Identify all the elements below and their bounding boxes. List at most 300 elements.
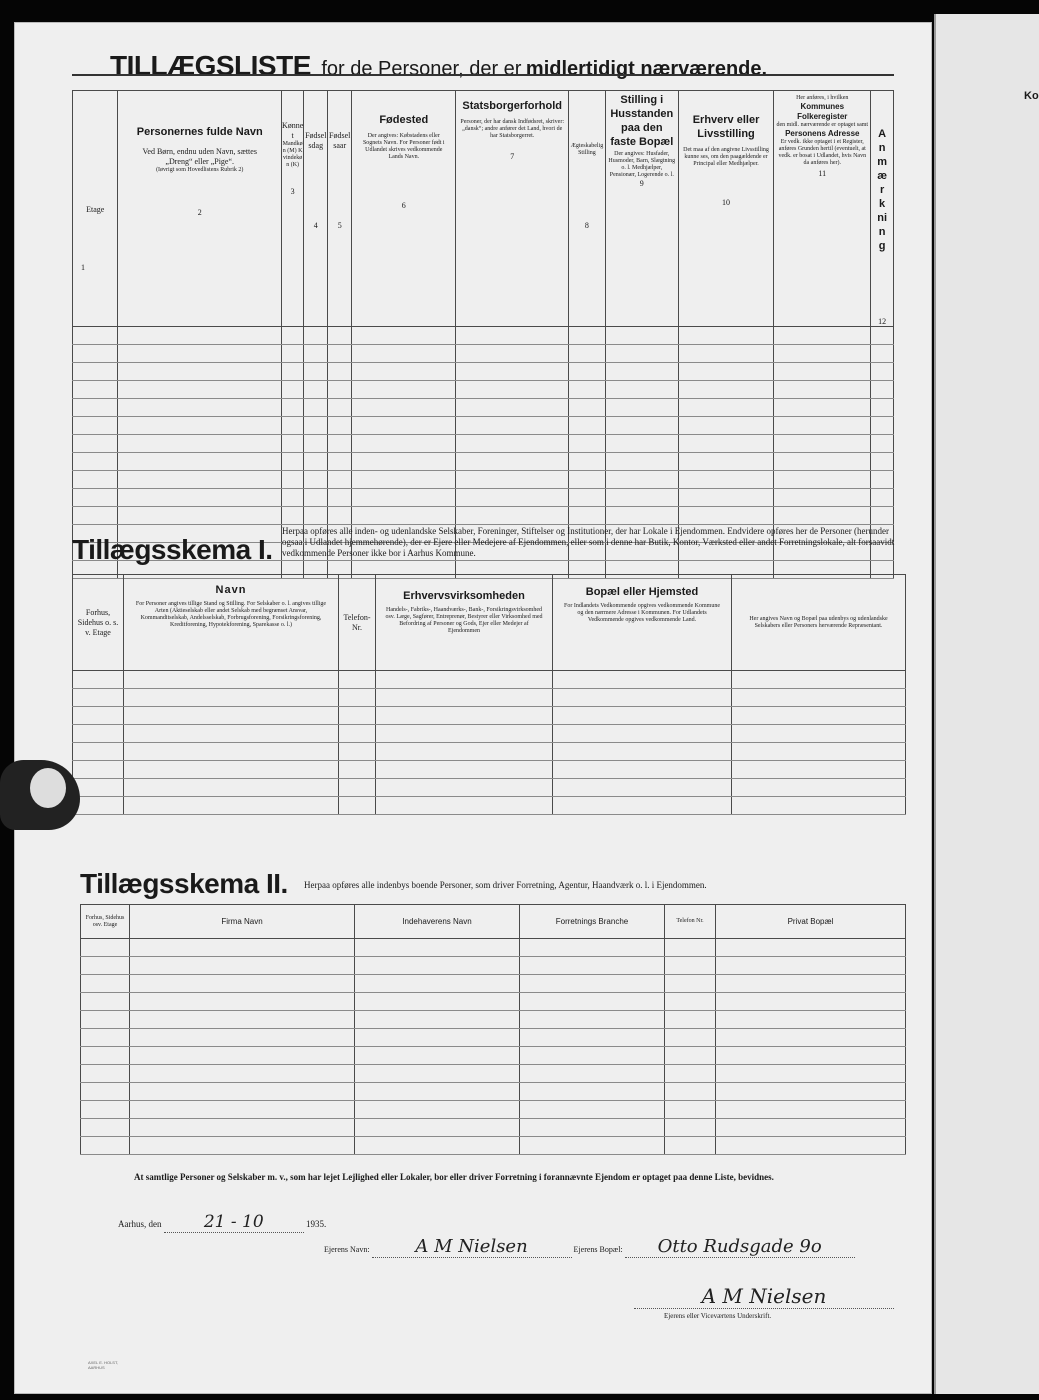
s2-th-indehaver bbox=[355, 905, 520, 939]
table-cell[interactable] bbox=[73, 417, 118, 435]
date-place: Aarhus, den bbox=[118, 1219, 162, 1229]
table-cell[interactable] bbox=[304, 435, 328, 453]
table-cell[interactable] bbox=[569, 381, 606, 399]
table-cell[interactable] bbox=[665, 993, 716, 1011]
table-cell[interactable] bbox=[716, 1101, 906, 1119]
table-cell[interactable] bbox=[665, 1065, 716, 1083]
table-cell[interactable] bbox=[774, 489, 871, 507]
table-cell[interactable] bbox=[339, 743, 376, 761]
table-cell[interactable] bbox=[716, 1119, 906, 1137]
title-rest: for de Personer, der er bbox=[321, 58, 522, 80]
table-cell[interactable] bbox=[73, 507, 118, 525]
table-cell[interactable] bbox=[304, 417, 328, 435]
table-cell[interactable] bbox=[118, 489, 281, 507]
table-cell[interactable] bbox=[73, 779, 124, 797]
table-cell[interactable] bbox=[376, 707, 553, 725]
table-row bbox=[73, 417, 894, 435]
table-cell[interactable] bbox=[73, 435, 118, 453]
table-cell[interactable] bbox=[871, 327, 894, 345]
table-cell[interactable] bbox=[871, 345, 894, 363]
s1-th-repraesentant-label: Her angives Navn og Bopæl paa udenbys og udenlandske Selskabers eller Personers herværende Repræsentant. bbox=[749, 615, 888, 629]
table-row bbox=[73, 707, 906, 725]
s2-th-indehaver-label: Indehaverens Navn bbox=[402, 916, 472, 926]
table-cell[interactable] bbox=[774, 345, 871, 363]
owner-handwritten: A M Nielsen bbox=[372, 1236, 572, 1258]
table-cell[interactable] bbox=[553, 797, 732, 815]
table-cell[interactable] bbox=[118, 417, 281, 435]
table-cell[interactable] bbox=[678, 417, 774, 435]
table-cell[interactable] bbox=[328, 345, 352, 363]
table-cell[interactable] bbox=[281, 363, 303, 381]
table-cell[interactable] bbox=[304, 363, 328, 381]
th-anmaerkning-label: Anmærkning bbox=[877, 128, 887, 252]
table-cell[interactable] bbox=[376, 761, 553, 779]
table-cell[interactable] bbox=[520, 975, 665, 993]
table-cell[interactable] bbox=[774, 381, 871, 399]
s2-th-telefon-label: Telefon Nr. bbox=[676, 918, 704, 924]
table-cell[interactable] bbox=[732, 725, 906, 743]
table-cell[interactable] bbox=[355, 1119, 520, 1137]
table-cell[interactable] bbox=[665, 1119, 716, 1137]
table-cell[interactable] bbox=[124, 779, 339, 797]
table-cell[interactable] bbox=[605, 327, 678, 345]
table-cell[interactable] bbox=[569, 435, 606, 453]
table-cell[interactable] bbox=[304, 489, 328, 507]
table-row bbox=[81, 1011, 906, 1029]
table-cell[interactable] bbox=[328, 327, 352, 345]
table-cell[interactable] bbox=[716, 1011, 906, 1029]
table-cell[interactable] bbox=[355, 1137, 520, 1155]
table-cell[interactable] bbox=[553, 725, 732, 743]
th-etage bbox=[73, 91, 118, 327]
table-cell[interactable] bbox=[130, 1083, 355, 1101]
table-cell[interactable] bbox=[520, 1137, 665, 1155]
table-cell[interactable] bbox=[665, 1011, 716, 1029]
table-cell[interactable] bbox=[678, 471, 774, 489]
table-cell[interactable] bbox=[774, 399, 871, 417]
th-etage-num: 1 bbox=[81, 263, 85, 272]
table-row bbox=[73, 381, 894, 399]
table-cell[interactable] bbox=[81, 957, 130, 975]
table-cell[interactable] bbox=[716, 993, 906, 1011]
th-foedselsaar-label: Fødselsaar bbox=[329, 131, 351, 150]
table-cell[interactable] bbox=[304, 399, 328, 417]
table-cell[interactable] bbox=[678, 327, 774, 345]
table-cell[interactable] bbox=[665, 957, 716, 975]
table-cell[interactable] bbox=[871, 381, 894, 399]
table-cell[interactable] bbox=[678, 489, 774, 507]
table-cell[interactable] bbox=[281, 327, 303, 345]
table-cell[interactable] bbox=[130, 957, 355, 975]
table-cell[interactable] bbox=[328, 489, 352, 507]
table-cell[interactable] bbox=[130, 1029, 355, 1047]
table-cell[interactable] bbox=[456, 363, 569, 381]
table-cell[interactable] bbox=[130, 1101, 355, 1119]
table-cell[interactable] bbox=[871, 453, 894, 471]
table-row bbox=[81, 1137, 906, 1155]
table-cell[interactable] bbox=[678, 381, 774, 399]
table-cell[interactable] bbox=[456, 381, 569, 399]
table-cell[interactable] bbox=[605, 453, 678, 471]
table-cell[interactable] bbox=[352, 507, 456, 525]
table-cell[interactable] bbox=[281, 435, 303, 453]
table-cell[interactable] bbox=[73, 725, 124, 743]
table-cell[interactable] bbox=[130, 1011, 355, 1029]
table-cell[interactable] bbox=[304, 471, 328, 489]
table-cell[interactable] bbox=[376, 779, 553, 797]
table-cell[interactable] bbox=[352, 327, 456, 345]
table-cell[interactable] bbox=[81, 939, 130, 957]
table-cell[interactable] bbox=[81, 1065, 130, 1083]
table-cell[interactable] bbox=[665, 1047, 716, 1065]
table-cell[interactable] bbox=[355, 1065, 520, 1083]
table-cell[interactable] bbox=[520, 1119, 665, 1137]
table-cell[interactable] bbox=[871, 471, 894, 489]
table-cell[interactable] bbox=[553, 743, 732, 761]
table-cell[interactable] bbox=[774, 327, 871, 345]
table-cell[interactable] bbox=[732, 689, 906, 707]
th-navn-label: Personernes fulde Navn bbox=[136, 126, 263, 138]
th-etage-label: Etage bbox=[86, 205, 105, 214]
table-cell[interactable] bbox=[130, 1119, 355, 1137]
table-cell[interactable] bbox=[81, 1119, 130, 1137]
table-cell[interactable] bbox=[569, 363, 606, 381]
table-cell[interactable] bbox=[124, 725, 339, 743]
table-cell[interactable] bbox=[73, 399, 118, 417]
table-cell[interactable] bbox=[118, 453, 281, 471]
table-cell[interactable] bbox=[520, 993, 665, 1011]
table-cell[interactable] bbox=[774, 507, 871, 525]
table-cell[interactable] bbox=[328, 399, 352, 417]
table-cell[interactable] bbox=[118, 327, 281, 345]
th-aegteskab bbox=[569, 91, 606, 327]
table-cell[interactable] bbox=[73, 327, 118, 345]
table-cell[interactable] bbox=[352, 471, 456, 489]
table-cell[interactable] bbox=[569, 327, 606, 345]
s1-th-repraesentant bbox=[732, 575, 906, 671]
table-cell[interactable] bbox=[124, 671, 339, 689]
table-cell[interactable] bbox=[716, 1029, 906, 1047]
table-cell[interactable] bbox=[339, 689, 376, 707]
table-cell[interactable] bbox=[665, 1101, 716, 1119]
signature: A M Nielsen bbox=[634, 1284, 894, 1309]
table-cell[interactable] bbox=[605, 363, 678, 381]
table-cell[interactable] bbox=[569, 471, 606, 489]
table-cell[interactable] bbox=[456, 489, 569, 507]
table-row bbox=[73, 671, 906, 689]
table-cell[interactable] bbox=[118, 363, 281, 381]
th-statsborger-num: 7 bbox=[510, 152, 515, 161]
table-cell[interactable] bbox=[328, 471, 352, 489]
table-cell[interactable] bbox=[352, 435, 456, 453]
table-cell[interactable] bbox=[355, 1101, 520, 1119]
table-cell[interactable] bbox=[732, 707, 906, 725]
table-cell[interactable] bbox=[81, 1011, 130, 1029]
table-cell[interactable] bbox=[124, 761, 339, 779]
table-cell[interactable] bbox=[456, 345, 569, 363]
table-cell[interactable] bbox=[678, 507, 774, 525]
table-cell[interactable] bbox=[871, 417, 894, 435]
table-cell[interactable] bbox=[304, 345, 328, 363]
table-cell[interactable] bbox=[678, 453, 774, 471]
table-cell[interactable] bbox=[678, 435, 774, 453]
table-cell[interactable] bbox=[339, 779, 376, 797]
table-cell[interactable] bbox=[732, 671, 906, 689]
table-cell[interactable] bbox=[281, 381, 303, 399]
table-cell[interactable] bbox=[665, 1083, 716, 1101]
table-cell[interactable] bbox=[73, 689, 124, 707]
table-cell[interactable] bbox=[81, 993, 130, 1011]
table-cell[interactable] bbox=[520, 1029, 665, 1047]
table-cell[interactable] bbox=[73, 453, 118, 471]
table-cell[interactable] bbox=[281, 507, 303, 525]
table-cell[interactable] bbox=[569, 345, 606, 363]
table-cell[interactable] bbox=[774, 471, 871, 489]
table-cell[interactable] bbox=[124, 797, 339, 815]
table-cell[interactable] bbox=[281, 399, 303, 417]
table-cell[interactable] bbox=[328, 453, 352, 471]
th-foedested-note: Der angives: Købstadens eller Sognets Navn. For Personer født i Udlandet skrives vedkommende Lands Navn. bbox=[362, 133, 445, 160]
table-cell[interactable] bbox=[355, 939, 520, 957]
table-cell[interactable] bbox=[81, 1047, 130, 1065]
table-cell[interactable] bbox=[376, 743, 553, 761]
table-cell[interactable] bbox=[569, 399, 606, 417]
table-cell[interactable] bbox=[73, 707, 124, 725]
table-cell[interactable] bbox=[352, 489, 456, 507]
table-cell[interactable] bbox=[376, 671, 553, 689]
table-cell[interactable] bbox=[520, 1101, 665, 1119]
table-cell[interactable] bbox=[81, 1083, 130, 1101]
table-cell[interactable] bbox=[665, 1029, 716, 1047]
table-cell[interactable] bbox=[339, 761, 376, 779]
date-year: 1935. bbox=[306, 1219, 327, 1229]
table-cell[interactable] bbox=[605, 417, 678, 435]
table-cell[interactable] bbox=[456, 507, 569, 525]
table-cell[interactable] bbox=[352, 363, 456, 381]
table-cell[interactable] bbox=[716, 939, 906, 957]
s1-th-etage bbox=[73, 575, 124, 671]
table-cell[interactable] bbox=[553, 707, 732, 725]
table-cell[interactable] bbox=[716, 1047, 906, 1065]
table-cell[interactable] bbox=[774, 417, 871, 435]
table-cell[interactable] bbox=[605, 399, 678, 417]
table-cell[interactable] bbox=[328, 381, 352, 399]
table-cell[interactable] bbox=[605, 471, 678, 489]
table-cell[interactable] bbox=[605, 507, 678, 525]
table-cell[interactable] bbox=[304, 507, 328, 525]
table-cell[interactable] bbox=[355, 957, 520, 975]
th-anmaerkning bbox=[871, 91, 894, 327]
table-cell[interactable] bbox=[118, 507, 281, 525]
table-cell[interactable] bbox=[456, 417, 569, 435]
s2-th-bopael bbox=[716, 905, 906, 939]
table-cell[interactable] bbox=[456, 399, 569, 417]
table-cell[interactable] bbox=[678, 345, 774, 363]
table-cell[interactable] bbox=[871, 435, 894, 453]
table-cell[interactable] bbox=[678, 363, 774, 381]
table-cell[interactable] bbox=[716, 1065, 906, 1083]
table-cell[interactable] bbox=[871, 363, 894, 381]
table-row bbox=[81, 1029, 906, 1047]
th-koen-note: Mandkøn (M) Kvindekøn (K) bbox=[282, 141, 303, 168]
table-cell[interactable] bbox=[124, 707, 339, 725]
table-cell[interactable] bbox=[569, 417, 606, 435]
table-cell[interactable] bbox=[81, 1101, 130, 1119]
table-cell[interactable] bbox=[665, 939, 716, 957]
date-line bbox=[118, 1212, 326, 1233]
table-cell[interactable] bbox=[520, 1047, 665, 1065]
table-cell[interactable] bbox=[520, 1065, 665, 1083]
table-cell[interactable] bbox=[118, 471, 281, 489]
table-cell[interactable] bbox=[456, 435, 569, 453]
table-row bbox=[73, 689, 906, 707]
table-cell[interactable] bbox=[130, 993, 355, 1011]
table-cell[interactable] bbox=[553, 761, 732, 779]
table-cell[interactable] bbox=[678, 399, 774, 417]
table-cell[interactable] bbox=[304, 327, 328, 345]
table-cell[interactable] bbox=[520, 957, 665, 975]
table-cell[interactable] bbox=[871, 399, 894, 417]
table-cell[interactable] bbox=[130, 1065, 355, 1083]
table-cell[interactable] bbox=[118, 435, 281, 453]
table-cell[interactable] bbox=[605, 489, 678, 507]
table-cell[interactable] bbox=[352, 453, 456, 471]
table-cell[interactable] bbox=[130, 1137, 355, 1155]
skema1-body bbox=[73, 671, 906, 815]
table-row bbox=[81, 1047, 906, 1065]
declaration-text: At samtlige Personer og Selskaber m. v., som har lejet Lejlighed eller Lokaler, bor eller driver Forretning i forannævnte Ejendom er optaget paa denne Liste, bevidnes. bbox=[134, 1172, 774, 1182]
table-cell[interactable] bbox=[716, 1083, 906, 1101]
table-cell[interactable] bbox=[774, 363, 871, 381]
th-stilling-label: Stilling i Husstanden paa den faste Bopæl bbox=[610, 94, 674, 148]
s1-th-navn-label: Navn bbox=[215, 584, 247, 596]
table-cell[interactable] bbox=[304, 381, 328, 399]
table-cell[interactable] bbox=[520, 1083, 665, 1101]
table-cell[interactable] bbox=[118, 381, 281, 399]
table-cell[interactable] bbox=[352, 345, 456, 363]
table-row bbox=[81, 939, 906, 957]
th-statsborger-label: Statsborgerforhold bbox=[462, 100, 563, 112]
table-cell[interactable] bbox=[73, 363, 118, 381]
table-cell[interactable] bbox=[281, 471, 303, 489]
table-cell[interactable] bbox=[328, 417, 352, 435]
table-cell[interactable] bbox=[774, 435, 871, 453]
table-cell[interactable] bbox=[328, 363, 352, 381]
table-cell[interactable] bbox=[716, 975, 906, 993]
table-cell[interactable] bbox=[339, 725, 376, 743]
table-cell[interactable] bbox=[376, 797, 553, 815]
table-cell[interactable] bbox=[569, 489, 606, 507]
table-cell[interactable] bbox=[130, 939, 355, 957]
table-cell[interactable] bbox=[520, 939, 665, 957]
table-cell[interactable] bbox=[553, 689, 732, 707]
th-stilling-num: 9 bbox=[639, 179, 644, 188]
table-cell[interactable] bbox=[355, 993, 520, 1011]
s1-th-bopael-label: Bopæl eller Hjemsted bbox=[585, 586, 699, 598]
table-cell[interactable] bbox=[81, 975, 130, 993]
table-cell[interactable] bbox=[73, 381, 118, 399]
table-cell[interactable] bbox=[130, 1047, 355, 1065]
table-cell[interactable] bbox=[456, 327, 569, 345]
table-cell[interactable] bbox=[716, 957, 906, 975]
table-cell[interactable] bbox=[605, 381, 678, 399]
th-foedselsdag-label: Fødselsdag bbox=[305, 131, 327, 150]
table-cell[interactable] bbox=[665, 1137, 716, 1155]
table-cell[interactable] bbox=[732, 779, 906, 797]
table-cell[interactable] bbox=[553, 671, 732, 689]
table-cell[interactable] bbox=[118, 345, 281, 363]
s1-th-bopael bbox=[553, 575, 732, 671]
table-cell[interactable] bbox=[339, 797, 376, 815]
table-cell[interactable] bbox=[352, 399, 456, 417]
table-cell[interactable] bbox=[355, 1029, 520, 1047]
table-cell[interactable] bbox=[732, 761, 906, 779]
table-cell[interactable] bbox=[281, 345, 303, 363]
table-cell[interactable] bbox=[339, 707, 376, 725]
table-cell[interactable] bbox=[605, 435, 678, 453]
table-cell[interactable] bbox=[376, 725, 553, 743]
table-cell[interactable] bbox=[732, 797, 906, 815]
table-cell[interactable] bbox=[124, 689, 339, 707]
table-cell[interactable] bbox=[355, 975, 520, 993]
table-cell[interactable] bbox=[355, 1047, 520, 1065]
table-cell[interactable] bbox=[130, 975, 355, 993]
table-cell[interactable] bbox=[81, 1029, 130, 1047]
table-cell[interactable] bbox=[339, 671, 376, 689]
table-cell[interactable] bbox=[73, 671, 124, 689]
table-cell[interactable] bbox=[569, 453, 606, 471]
table-cell[interactable] bbox=[281, 417, 303, 435]
table-cell[interactable] bbox=[124, 743, 339, 761]
skema1-title: Tillægsskema I. bbox=[72, 534, 273, 565]
table-cell[interactable] bbox=[73, 743, 124, 761]
table-cell[interactable] bbox=[328, 435, 352, 453]
th-foedselsaar-num: 5 bbox=[337, 221, 342, 230]
table-cell[interactable] bbox=[281, 489, 303, 507]
table-cell[interactable] bbox=[520, 1011, 665, 1029]
table-cell[interactable] bbox=[352, 381, 456, 399]
table-cell[interactable] bbox=[553, 779, 732, 797]
table-cell[interactable] bbox=[774, 453, 871, 471]
table-cell[interactable] bbox=[73, 797, 124, 815]
table-cell[interactable] bbox=[304, 453, 328, 471]
table-cell[interactable] bbox=[665, 975, 716, 993]
table-cell[interactable] bbox=[732, 743, 906, 761]
table-cell[interactable] bbox=[605, 345, 678, 363]
table-cell[interactable] bbox=[73, 489, 118, 507]
table-cell[interactable] bbox=[716, 1137, 906, 1155]
table-row bbox=[73, 507, 894, 525]
table-cell[interactable] bbox=[81, 1137, 130, 1155]
table-cell[interactable] bbox=[118, 399, 281, 417]
table-cell[interactable] bbox=[355, 1083, 520, 1101]
table-cell[interactable] bbox=[355, 1011, 520, 1029]
table-cell[interactable] bbox=[456, 453, 569, 471]
table-cell[interactable] bbox=[73, 471, 118, 489]
table-cell[interactable] bbox=[376, 689, 553, 707]
table-cell[interactable] bbox=[73, 345, 118, 363]
table-row bbox=[73, 327, 894, 345]
table-cell[interactable] bbox=[456, 471, 569, 489]
table-cell[interactable] bbox=[281, 453, 303, 471]
table-cell[interactable] bbox=[328, 507, 352, 525]
table-cell[interactable] bbox=[871, 489, 894, 507]
th-folkeregister-num: 11 bbox=[818, 169, 827, 178]
table-cell[interactable] bbox=[569, 507, 606, 525]
table-cell[interactable] bbox=[871, 507, 894, 525]
table-cell[interactable] bbox=[352, 417, 456, 435]
table-cell[interactable] bbox=[73, 761, 124, 779]
